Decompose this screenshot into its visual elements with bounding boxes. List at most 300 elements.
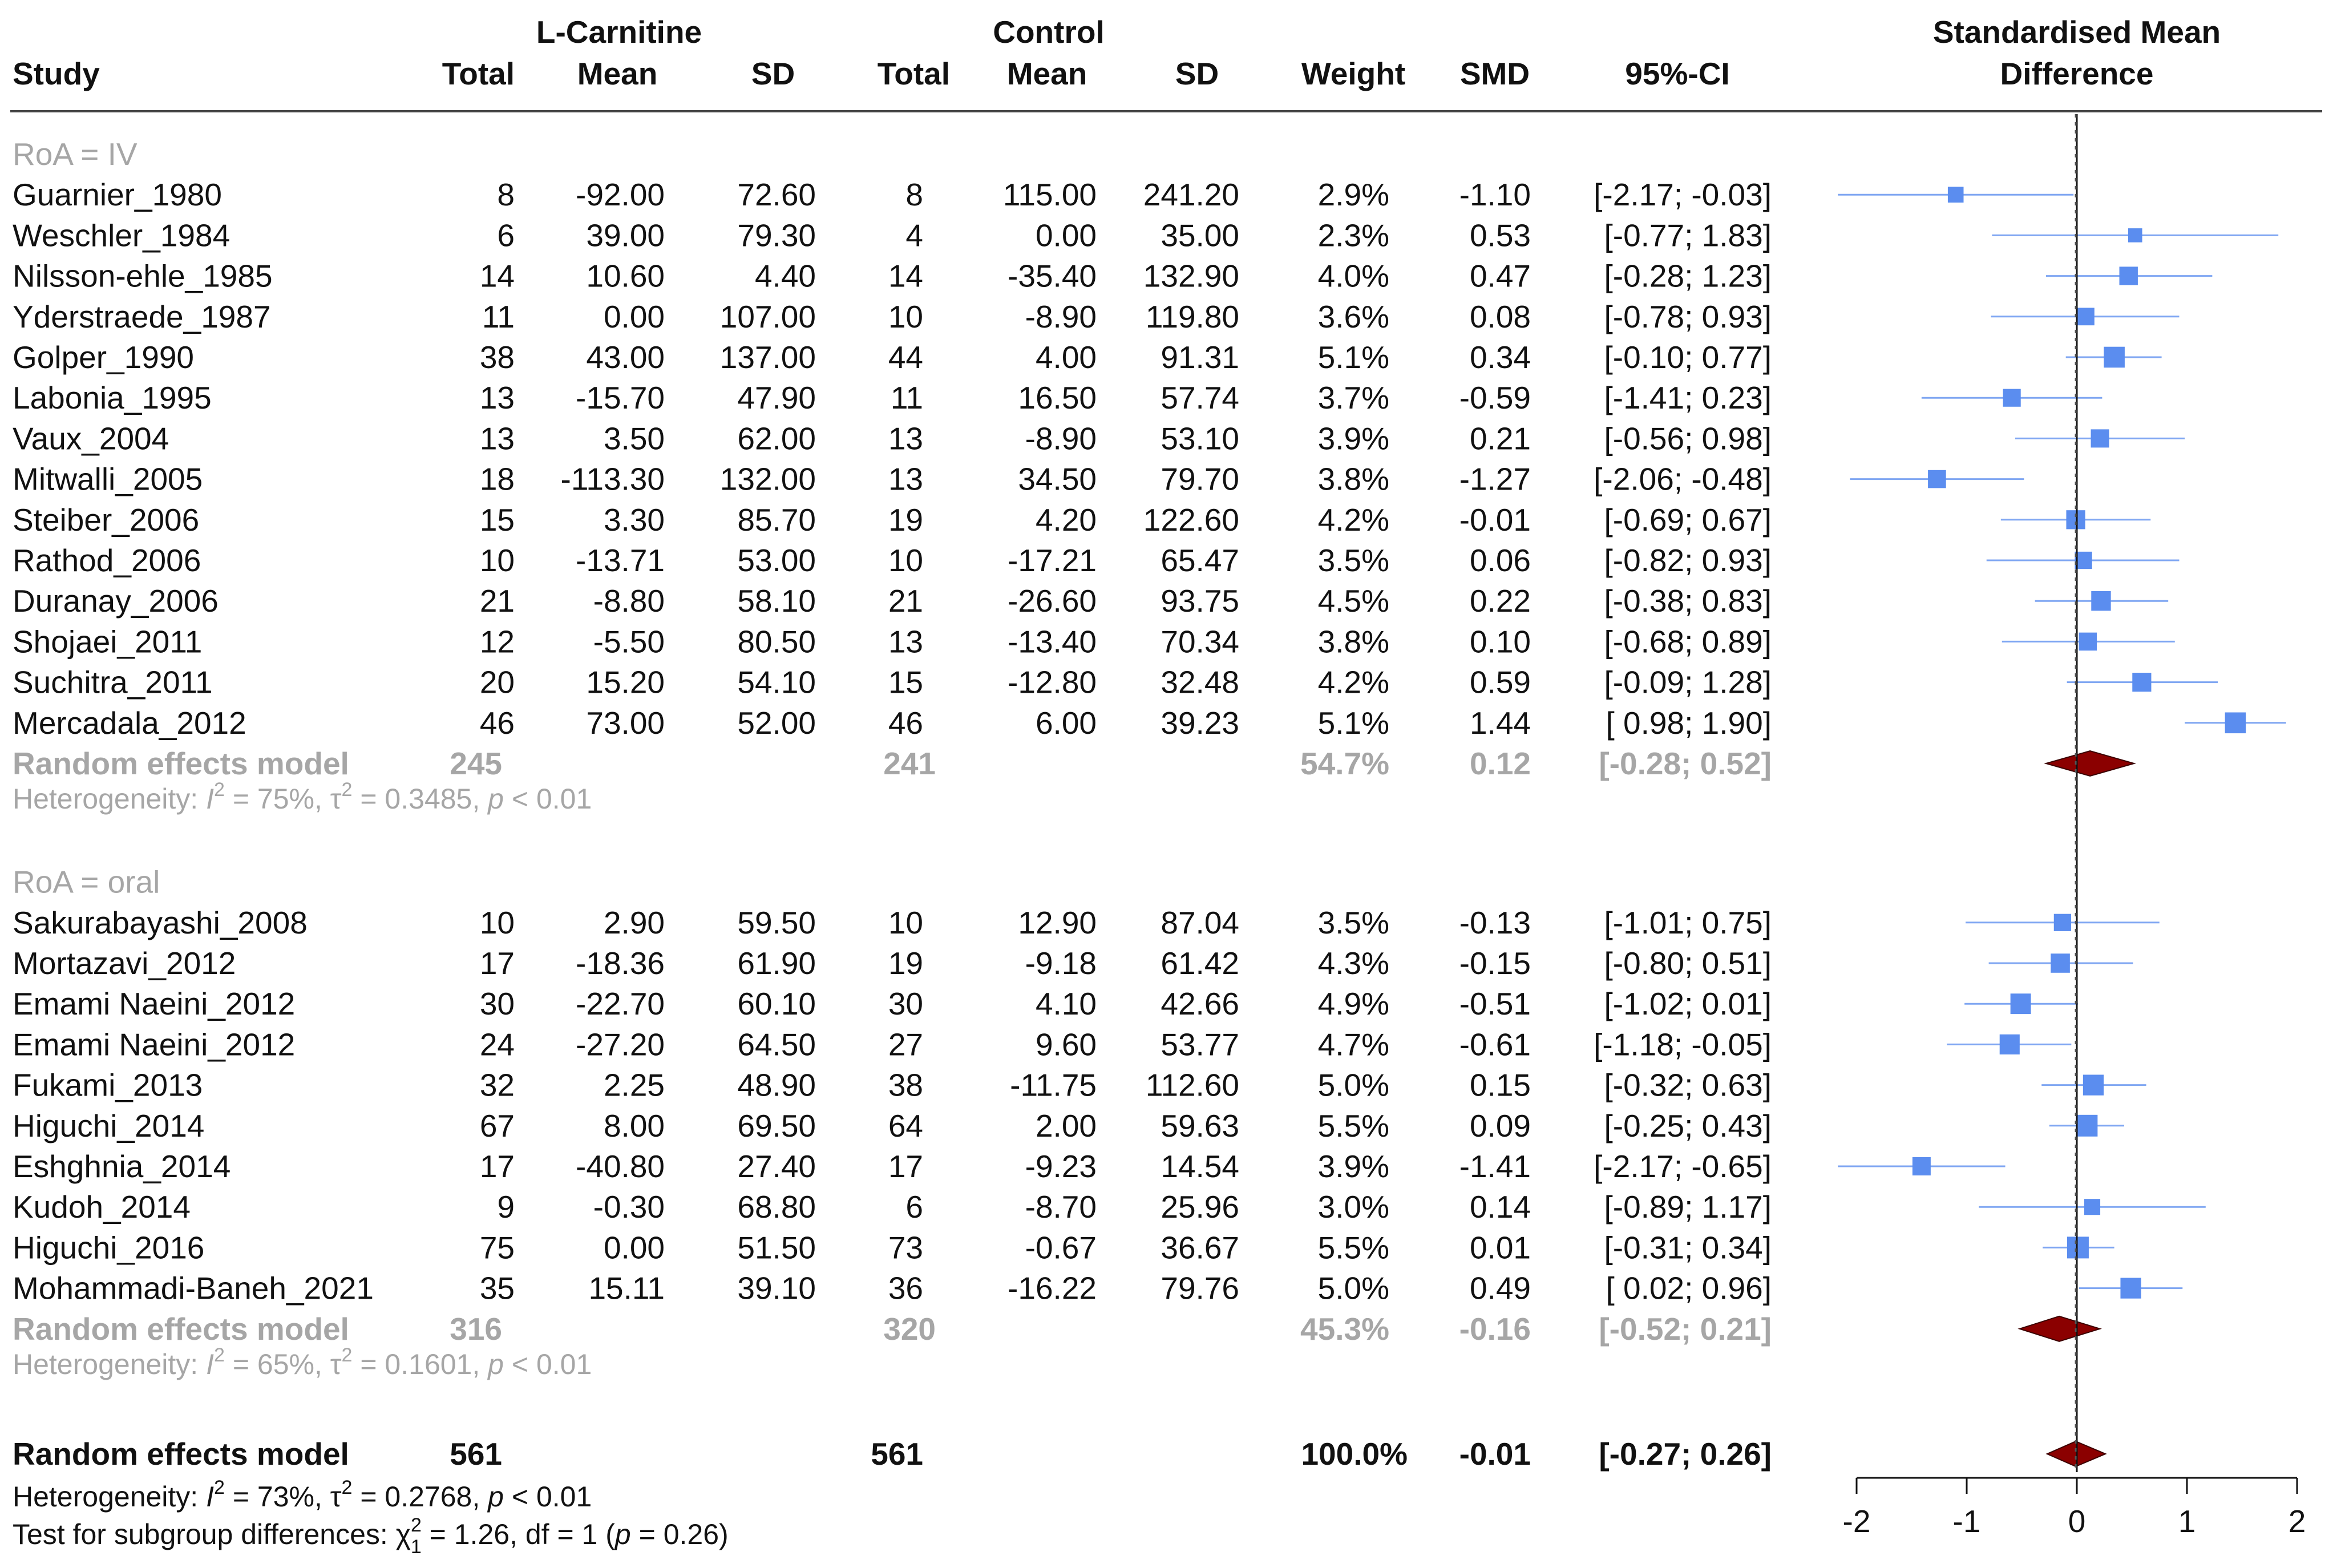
study-name: Weschler_1984 [13,217,231,253]
study-name: Higuchi_2016 [13,1230,205,1266]
effect-square [2084,1199,2100,1215]
lc-mean: -15.70 [576,380,665,416]
weight-value: 5.1% [1317,705,1389,741]
header-lc-total: Total [442,56,515,91]
effect-square [2066,510,2085,529]
ctrl-mean: -8.90 [1025,298,1097,334]
ctrl-total: 46 [888,705,923,741]
lc-total: 35 [479,1270,515,1306]
ctrl-sd: 132.90 [1143,258,1239,294]
effect-square [1913,1157,1931,1175]
lc-sd: 47.90 [737,380,816,416]
ctrl-sd: 93.75 [1161,583,1239,619]
effect-square [2091,429,2109,447]
smd-value: 0.15 [1469,1067,1531,1103]
ctrl-total: 15 [888,664,923,700]
lc-sd: 68.80 [737,1189,816,1225]
subgroup-model-label: Random effects model [13,746,349,781]
lc-sd: 59.50 [737,904,816,940]
ctrl-total: 30 [888,986,923,1022]
study-name: Yderstraede_1987 [13,298,271,334]
study-name: Mitwalli_2005 [13,461,203,497]
lc-mean: 43.00 [586,340,665,375]
ctrl-mean: -16.22 [1008,1270,1097,1306]
lc-sd: 137.00 [719,340,816,375]
lc-total: 13 [479,380,515,416]
overall-model-label: Random effects model [13,1436,349,1472]
weight-value: 5.0% [1317,1067,1389,1103]
header-ctrl-group: Control [993,14,1105,50]
lc-sd: 48.90 [737,1067,816,1103]
effect-square [2067,1236,2089,1258]
ctrl-total: 19 [888,502,923,538]
study-name: Eshghnia_2014 [13,1149,231,1184]
ctrl-mean: -9.18 [1025,945,1097,981]
ci-value: [-0.78; 0.93] [1604,298,1772,334]
study-name: Rathod_2006 [13,543,201,578]
effect-square [2076,1115,2097,1137]
lc-sd: 79.30 [737,217,816,253]
table-rows [13,136,1772,1558]
effect-square [2225,713,2246,734]
ci-value: [-0.28; 1.23] [1604,258,1772,294]
ctrl-sd: 39.23 [1161,705,1239,741]
ctrl-total: 64 [888,1108,923,1143]
ci-value: [-0.09; 1.28] [1604,664,1772,700]
study-name: Steiber_2006 [13,502,200,538]
lc-mean: -113.30 [560,461,665,497]
weight-value: 5.5% [1317,1230,1389,1266]
weight-value: 4.5% [1317,583,1389,619]
ci-value: [-1.02; 0.01] [1604,986,1772,1022]
ctrl-mean: 115.00 [1002,177,1097,213]
ci-value: [-0.77; 1.83] [1604,217,1772,253]
lc-total: 6 [497,217,515,253]
lc-mean: -8.80 [593,583,665,619]
lc-total: 67 [479,1108,515,1143]
lc-total: 17 [479,945,515,981]
header-ctrl-total: Total [877,56,950,91]
study-name: Mohammadi-Baneh_2021 [13,1270,374,1306]
weight-value: 3.6% [1317,298,1389,334]
smd-value: -0.51 [1459,986,1531,1022]
lc-mean: 2.25 [603,1067,665,1103]
smd-value: -0.15 [1459,945,1531,981]
subgroup-smd: -0.16 [1459,1311,1531,1347]
header-ci: 95%-CI [1625,56,1730,91]
weight-value: 4.2% [1317,502,1389,538]
lc-sd: 53.00 [737,543,816,578]
lc-total: 15 [479,502,515,538]
smd-value: -0.01 [1459,502,1531,538]
smd-value: -1.41 [1459,1149,1531,1184]
lc-mean: 2.90 [603,904,665,940]
smd-value: 0.14 [1469,1189,1531,1225]
effect-square [2011,993,2031,1014]
study-name: Emami Naeini_2012 [13,986,296,1022]
lc-total: 46 [479,705,515,741]
subgroup-model-label: Random effects model [13,1311,349,1347]
study-name: Duranay_2006 [13,583,219,619]
lc-total: 11 [482,298,515,334]
subgroup-test: Test for subgroup differences: $\chi^2$ 1 = 1.26, df = 1 (p = 0.26) [13,1514,729,1558]
weight-value: 3.0% [1317,1189,1389,1225]
lc-total: 9 [497,1189,515,1225]
ctrl-mean: -13.40 [1008,624,1097,660]
weight-value: 3.5% [1317,904,1389,940]
ctrl-mean: 0.00 [1035,217,1097,253]
ci-value: [-0.25; 0.43] [1604,1108,1772,1143]
ci-value: [-1.18; -0.05] [1594,1027,1772,1062]
ctrl-mean: -8.70 [1025,1189,1097,1225]
smd-value: 0.59 [1469,664,1531,700]
lc-sd: 72.60 [737,177,816,213]
lc-sd: 80.50 [737,624,816,660]
ci-value: [-0.69; 0.67] [1604,502,1772,538]
study-name: Mortazavi_2012 [13,945,236,981]
subgroup-heterogeneity: Heterogeneity: $I^2 = 75\%$, $\tau^2 = 0.3485$, p < 0.01 [13,779,592,815]
ctrl-total: 8 [905,177,923,213]
ctrl-sd: 91.31 [1161,340,1239,375]
lc-sd: 27.40 [737,1149,816,1184]
study-name: Higuchi_2014 [13,1108,205,1143]
effect-square [2079,633,2097,651]
subgroup-lc-total: 245 [450,746,502,781]
smd-value: -1.27 [1459,461,1531,497]
ctrl-sd: 32.48 [1161,664,1239,700]
lc-sd: 69.50 [737,1108,816,1143]
study-name: Labonia_1995 [13,380,212,416]
ctrl-sd: 25.96 [1161,1189,1239,1225]
lc-mean: -40.80 [576,1149,665,1184]
weight-value: 3.5% [1317,543,1389,578]
header-lc-mean: Mean [577,56,658,91]
overall-smd: -0.01 [1459,1436,1531,1472]
smd-value: 0.09 [1469,1108,1531,1143]
study-name: Guarnier_1980 [13,177,222,213]
smd-value: 0.47 [1469,258,1531,294]
ci-value: [-2.17; -0.65] [1594,1149,1772,1184]
header-weight: Weight [1301,56,1406,91]
lc-mean: 39.00 [586,217,665,253]
subgroup-diamond [2046,751,2134,776]
ctrl-mean: 12.90 [1018,904,1097,940]
effect-square [2120,1278,2141,1298]
ctrl-total: 19 [888,945,923,981]
ctrl-total: 21 [888,583,923,619]
ci-value: [-0.31; 0.34] [1604,1230,1772,1266]
subgroup-label: RoA = IV [13,136,138,172]
ci-value: [-0.56; 0.98] [1604,421,1772,456]
effect-square [2104,347,2125,368]
lc-total: 13 [479,421,515,456]
x-axis-tick-label: -1 [1952,1504,1981,1539]
lc-mean: -18.36 [576,945,665,981]
lc-sd: 39.10 [737,1270,816,1306]
smd-value: 0.53 [1469,217,1531,253]
weight-value: 2.3% [1317,217,1389,253]
lc-total: 10 [479,904,515,940]
header-plot-title-1: Standardised Mean [1932,14,2221,50]
lc-total: 20 [479,664,515,700]
header-lc-group: L-Carnitine [536,14,702,50]
ctrl-mean: -0.67 [1025,1230,1097,1266]
lc-total: 14 [479,258,515,294]
ctrl-sd: 241.20 [1143,177,1239,213]
header-ctrl-mean: Mean [1006,56,1087,91]
effect-square [1948,187,1964,203]
ctrl-total: 10 [888,543,923,578]
ctrl-mean: 2.00 [1035,1108,1097,1143]
ctrl-mean: 4.00 [1035,340,1097,375]
subgroup-ci: [-0.28; 0.52] [1599,746,1772,781]
weight-value: 4.3% [1317,945,1389,981]
study-name: Nilsson-ehle_1985 [13,258,273,294]
ctrl-sd: 119.80 [1145,298,1239,334]
ctrl-sd: 35.00 [1161,217,1239,253]
overall-ctrl-total: 561 [871,1436,923,1472]
x-axis-tick-label: 0 [2068,1504,2086,1539]
smd-value: 0.10 [1469,624,1531,660]
x-axis-tick-label: -2 [1842,1504,1871,1539]
lc-mean: 0.00 [603,298,665,334]
lc-mean: 3.30 [603,502,665,538]
ci-value: [-0.80; 0.51] [1604,945,1772,981]
lc-sd: 51.50 [737,1230,816,1266]
ctrl-sd: 70.34 [1161,624,1239,660]
lc-total: 75 [479,1230,515,1266]
subgroup-ctrl-total: 320 [883,1311,936,1347]
ctrl-total: 10 [888,904,923,940]
header-ctrl-sd: SD [1175,56,1219,91]
lc-total: 21 [479,583,515,619]
lc-mean: -92.00 [576,177,665,213]
lc-mean: 73.00 [586,705,665,741]
lc-sd: 85.70 [737,502,816,538]
lc-total: 18 [479,461,515,497]
smd-value: 0.01 [1469,1230,1531,1266]
lc-sd: 62.00 [737,421,816,456]
weight-value: 3.9% [1317,421,1389,456]
effect-square [2051,953,2070,973]
weight-value: 4.2% [1317,664,1389,700]
ctrl-mean: 16.50 [1018,380,1097,416]
lc-mean: 15.20 [586,664,665,700]
ctrl-total: 27 [888,1027,923,1062]
ctrl-sd: 79.70 [1161,461,1239,497]
lc-total: 12 [479,624,515,660]
subgroup-weight: 54.7% [1300,746,1389,781]
ctrl-total: 4 [905,217,923,253]
smd-value: 0.06 [1469,543,1531,578]
ctrl-sd: 57.74 [1161,380,1239,416]
weight-value: 3.7% [1317,380,1389,416]
lc-sd: 132.00 [719,461,816,497]
ctrl-total: 13 [888,421,923,456]
smd-value: 0.21 [1469,421,1531,456]
lc-mean: -22.70 [576,986,665,1022]
ctrl-sd: 112.60 [1145,1067,1239,1103]
ctrl-sd: 122.60 [1143,502,1239,538]
ctrl-mean: -17.21 [1008,543,1097,578]
smd-value: 1.44 [1469,705,1531,741]
smd-value: 0.22 [1469,583,1531,619]
weight-value: 5.5% [1317,1108,1389,1143]
lc-sd: 64.50 [737,1027,816,1062]
ctrl-total: 10 [888,298,923,334]
lc-sd: 58.10 [737,583,816,619]
ci-value: [-0.82; 0.93] [1604,543,1772,578]
smd-value: -0.59 [1459,380,1531,416]
ctrl-total: 44 [888,340,923,375]
effect-square [1928,470,1946,488]
lc-mean: 15.11 [588,1270,665,1306]
lc-total: 30 [479,986,515,1022]
ctrl-mean: 4.20 [1035,502,1097,538]
ctrl-total: 38 [888,1067,923,1103]
ci-value: [-0.10; 0.77] [1604,340,1772,375]
ctrl-mean: 34.50 [1018,461,1097,497]
lc-sd: 60.10 [737,986,816,1022]
ctrl-mean: -26.60 [1008,583,1097,619]
overall-weight: 100.0% [1301,1436,1408,1472]
ctrl-mean: 4.10 [1035,986,1097,1022]
lc-sd: 61.90 [737,945,816,981]
effect-square [2083,1074,2104,1095]
lc-sd: 52.00 [737,705,816,741]
ctrl-sd: 65.47 [1161,543,1239,578]
ci-value: [-0.68; 0.89] [1604,624,1772,660]
ci-value: [-0.38; 0.83] [1604,583,1772,619]
ctrl-sd: 59.63 [1161,1108,1239,1143]
weight-value: 5.1% [1317,340,1389,375]
weight-value: 4.9% [1317,986,1389,1022]
ctrl-total: 13 [888,461,923,497]
ci-value: [-0.89; 1.17] [1604,1189,1772,1225]
lc-total: 8 [497,177,515,213]
overall-heterogeneity: Heterogeneity: $I^2 = 73\%$, $\tau^2 = 0.2768$, p < 0.01 [13,1477,592,1513]
subgroup-weight: 45.3% [1300,1311,1389,1347]
effect-square [2003,389,2021,407]
ci-value: [-2.06; -0.48] [1594,461,1772,497]
weight-value: 3.9% [1317,1149,1389,1184]
subgroup-label: RoA = oral [13,864,160,900]
study-name: Shojaei_2011 [13,624,203,660]
overall-lc-total: 561 [450,1436,502,1472]
effect-square [2120,266,2138,285]
lc-mean: 10.60 [586,258,665,294]
subgroup-ci: [-0.52; 0.21] [1599,1311,1772,1347]
ctrl-mean: -35.40 [1008,258,1097,294]
smd-value: -0.13 [1459,904,1531,940]
effect-square [2077,308,2095,325]
ci-value: [-1.01; 0.75] [1604,904,1772,940]
ci-value: [ 0.02; 0.96] [1606,1270,1772,1306]
ctrl-sd: 87.04 [1161,904,1239,940]
ctrl-mean: -11.75 [1010,1067,1097,1103]
smd-value: 0.34 [1469,340,1531,375]
lc-sd: 4.40 [754,258,816,294]
overall-ci: [-0.27; 0.26] [1599,1436,1772,1472]
ctrl-total: 36 [888,1270,923,1306]
weight-value: 4.7% [1317,1027,1389,1062]
ctrl-mean: 6.00 [1035,705,1097,741]
weight-value: 5.0% [1317,1270,1389,1306]
x-axis-tick-label: 2 [2288,1504,2306,1539]
ctrl-mean: -12.80 [1008,664,1097,700]
ctrl-sd: 53.77 [1161,1027,1239,1062]
lc-mean: 8.00 [603,1108,665,1143]
smd-value: -1.10 [1459,177,1531,213]
header-plot-title-2: Difference [2000,56,2154,91]
header-lc-sd: SD [751,56,795,91]
lc-mean: 0.00 [603,1230,665,1266]
smd-value: 0.49 [1469,1270,1531,1306]
effect-square [2091,591,2110,611]
study-name: Kudoh_2014 [13,1189,191,1225]
effect-square [2128,228,2142,243]
column-headers [13,14,2221,91]
lc-sd: 107.00 [719,298,816,334]
subgroup-heterogeneity: Heterogeneity: $I^2 = 65\%$, $\tau^2 = 0.1601$, p < 0.01 [13,1344,592,1380]
plot-area [1838,114,2306,1539]
ctrl-total: 73 [888,1230,923,1266]
lc-mean: -27.20 [576,1027,665,1062]
lc-mean: -13.71 [576,543,665,578]
weight-value: 2.9% [1317,177,1389,213]
lc-mean: -0.30 [593,1189,665,1225]
study-name: Mercadala_2012 [13,705,246,741]
smd-value: 0.08 [1469,298,1531,334]
study-name: Vaux_2004 [13,421,169,456]
lc-total: 10 [479,543,515,578]
ctrl-sd: 42.66 [1161,986,1239,1022]
ctrl-mean: -9.23 [1025,1149,1097,1184]
lc-total: 38 [479,340,515,375]
lc-total: 17 [479,1149,515,1184]
ctrl-sd: 61.42 [1161,945,1239,981]
header-smd: SMD [1459,56,1530,91]
smd-value: -0.61 [1459,1027,1531,1062]
ctrl-mean: 9.60 [1035,1027,1097,1062]
ci-value: [-1.41; 0.23] [1604,380,1772,416]
study-name: Golper_1990 [13,340,195,375]
study-name: Fukami_2013 [13,1067,203,1103]
lc-total: 24 [479,1027,515,1062]
lc-sd: 54.10 [737,664,816,700]
ctrl-sd: 53.10 [1161,421,1239,456]
subgroup-smd: 0.12 [1469,746,1531,781]
ctrl-mean: -8.90 [1025,421,1097,456]
ctrl-total: 17 [888,1149,923,1184]
subgroup-diamond [2020,1316,2100,1341]
ctrl-total: 6 [905,1189,923,1225]
ctrl-sd: 14.54 [1161,1149,1239,1184]
weight-value: 3.8% [1317,461,1389,497]
weight-value: 3.8% [1317,624,1389,660]
ctrl-total: 11 [890,380,923,416]
ci-value: [ 0.98; 1.90] [1606,705,1772,741]
ci-value: [-2.17; -0.03] [1594,177,1772,213]
ci-value: [-0.32; 0.63] [1604,1067,1772,1103]
lc-mean: 3.50 [603,421,665,456]
ctrl-sd: 79.76 [1161,1270,1239,1306]
study-name: Emami Naeini_2012 [13,1027,296,1062]
subgroup-ctrl-total: 241 [883,746,936,781]
header-study: Study [13,56,100,91]
ctrl-sd: 36.67 [1161,1230,1239,1266]
study-name: Sakurabayashi_2008 [13,904,308,940]
